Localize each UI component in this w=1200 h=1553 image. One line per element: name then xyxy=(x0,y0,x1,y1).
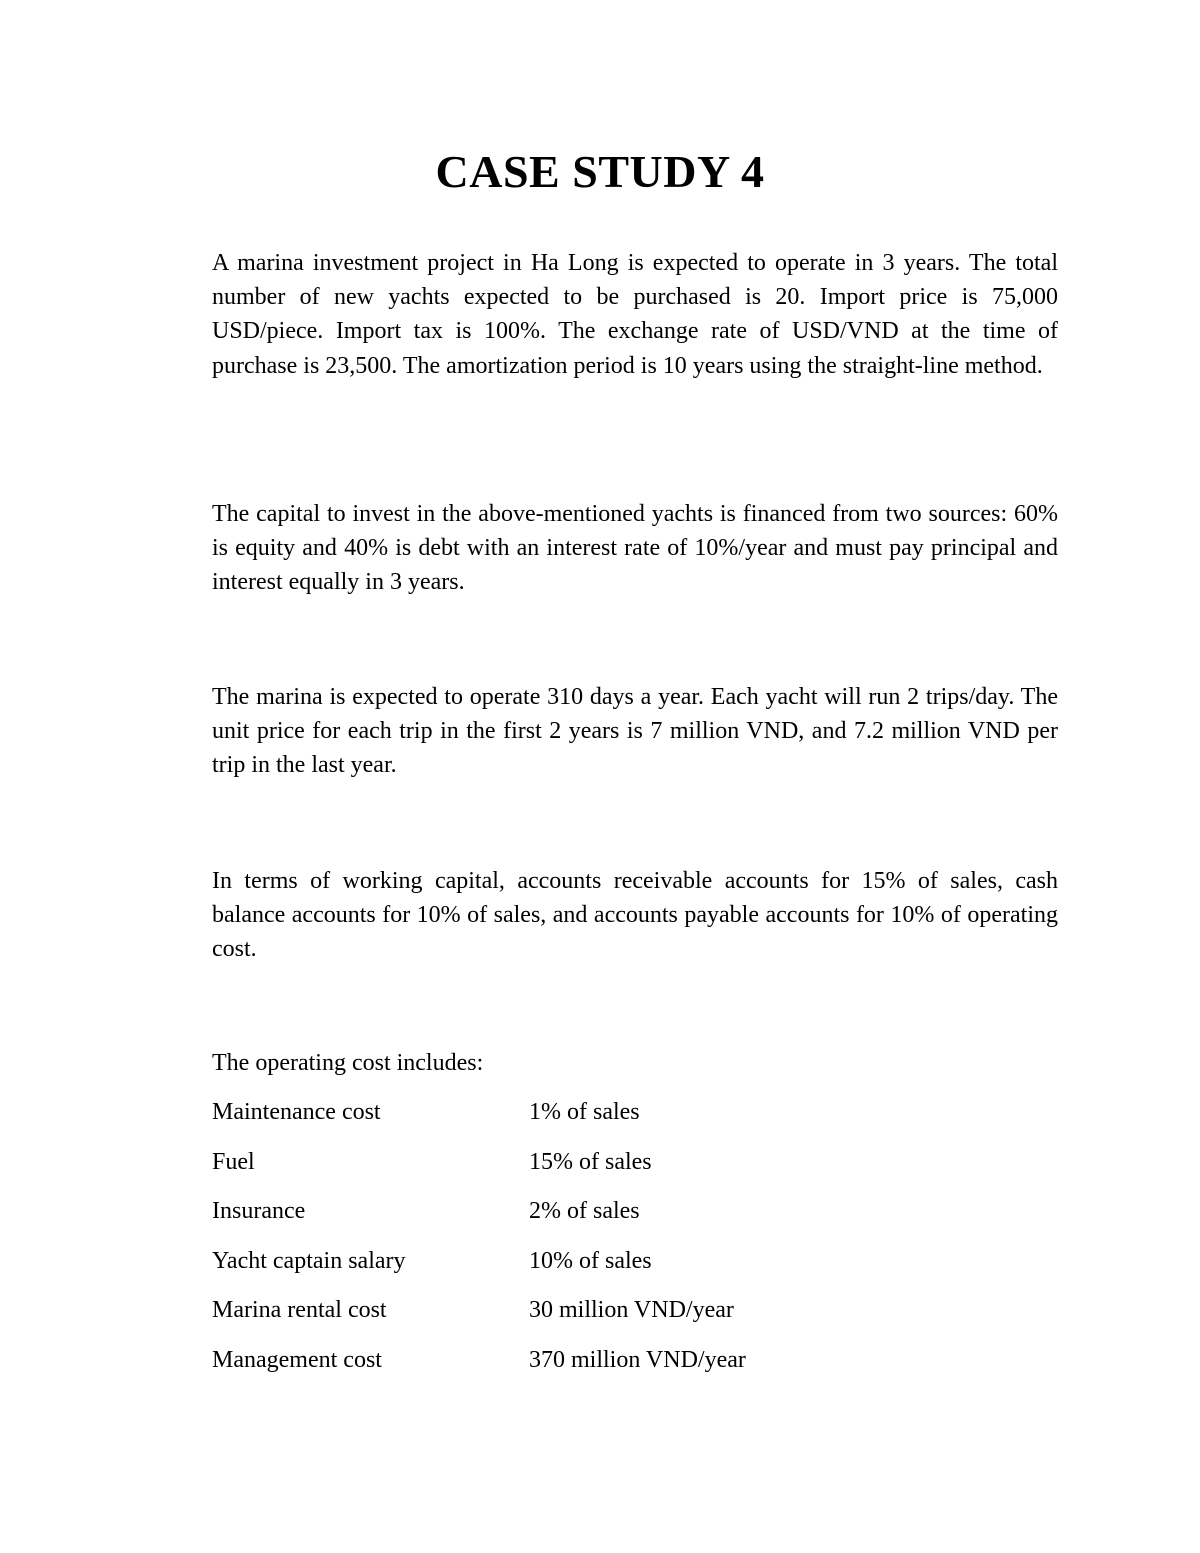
cost-row-maintenance xyxy=(212,1095,912,1145)
cost-item-value: 30 million VND/year xyxy=(529,1297,734,1324)
capital-paragraph: The capital to invest in the above-mentioned yachts is financed from two sources: 60% is equity and 40% is debt with an interest rate of 10%/year and must pay principal and interest equally in 3 years. xyxy=(212,501,1058,596)
cost-row-captain-salary xyxy=(212,1244,912,1294)
cost-item-value: 15% of sales xyxy=(529,1148,652,1175)
cost-row-insurance xyxy=(212,1194,912,1244)
cost-row-marina-rental xyxy=(212,1293,912,1343)
cost-item-label: Marina rental cost xyxy=(212,1297,387,1324)
cost-item-label: Fuel xyxy=(212,1148,255,1175)
cost-item-value: 370 million VND/year xyxy=(529,1346,746,1373)
cost-item-value: 10% of sales xyxy=(529,1247,652,1274)
cost-item-label: Yacht captain salary xyxy=(212,1247,406,1274)
cost-row-management xyxy=(212,1343,912,1393)
operating-cost-heading: The operating cost includes: xyxy=(212,1050,484,1076)
cost-item-label: Insurance xyxy=(212,1198,306,1225)
operations-paragraph: The marina is expected to operate 310 days a year. Each yacht will run 2 trips/day. The unit price for each trip in the first 2 years is 7 million VND, and 7.2 million VND per trip in the last year. xyxy=(212,684,1058,779)
cost-item-value: 2% of sales xyxy=(529,1198,640,1225)
cost-item-value: 1% of sales xyxy=(529,1099,640,1125)
cost-item-label: Maintenance cost xyxy=(212,1099,381,1125)
page-title: CASE STUDY 4 xyxy=(435,146,765,197)
intro-paragraph: A marina investment project in Ha Long is expected to operate in 3 years. The total number of new yachts expected to be purchased is 20. Import price is 75,000 USD/piece. Import tax is 100%. The exchange rate of USD/VND at the time of purchase is 23,500. The amortization period is 10 years using the straight-line method. xyxy=(212,250,1058,379)
working-capital-paragraph: In terms of working capital, accounts receivable accounts for 15% of sales, cash balance accounts for 10% of sales, and accounts payable accounts for 10% of operating cost. xyxy=(212,868,1058,963)
cost-item-label: Management cost xyxy=(212,1346,382,1373)
operating-cost-list xyxy=(212,1095,912,1393)
cost-row-fuel xyxy=(212,1145,912,1195)
